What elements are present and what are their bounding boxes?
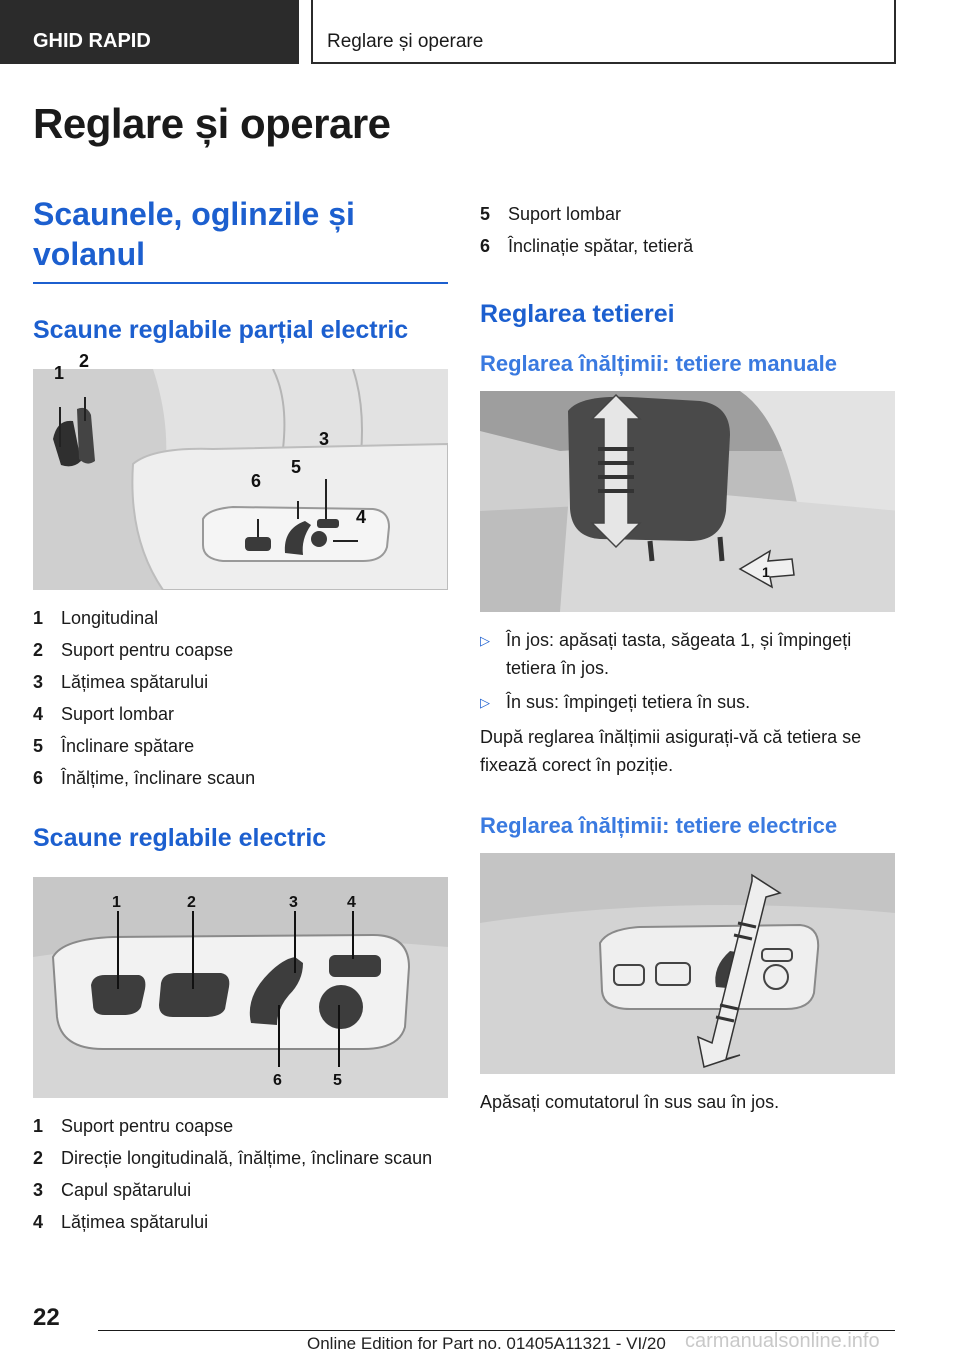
fig1-label-1: 1	[54, 363, 65, 383]
legend-item	[33, 764, 448, 792]
header-chapter-tab	[311, 0, 896, 64]
legend-num: 4	[33, 1212, 44, 1232]
legend-item	[33, 732, 448, 760]
triangle-bullet-icon: ▷	[480, 695, 490, 710]
manual-headrest-note: După reglarea înălțimii asigurați-vă că tetiera se fixează corect în poziție.	[480, 727, 862, 775]
manual-headrest-title: Reglarea înălțimii: tetiere manuale	[480, 351, 838, 376]
legend-num: 6	[33, 768, 44, 788]
fig2-label-3: 3	[289, 894, 298, 911]
legend-num: 1	[33, 1116, 44, 1136]
legend-item	[480, 200, 895, 228]
electric-headrest-figure	[480, 853, 895, 1074]
legend-item	[480, 232, 895, 260]
header-chapter-label: Reglare și operare	[327, 31, 484, 52]
legend-item	[33, 604, 448, 632]
right-column	[480, 200, 895, 1116]
legend-num: 5	[33, 736, 44, 756]
legend-text: Suport lombar	[61, 704, 175, 724]
header-section-label: GHID RAPID	[33, 30, 151, 52]
electric-seat-legend-continued	[480, 200, 895, 260]
electric-seat-legend	[33, 1112, 448, 1236]
page-number: 22	[33, 1304, 60, 1331]
legend-item	[33, 636, 448, 664]
legend-item	[33, 1176, 448, 1204]
fig2-label-5: 5	[333, 1072, 342, 1089]
fig1-label-3: 3	[319, 429, 330, 449]
legend-text: Înălțime, înclinare scaun	[61, 768, 256, 788]
legend-num: 2	[33, 640, 44, 660]
bullet-item	[480, 688, 895, 717]
fig2-label-2: 2	[187, 894, 196, 911]
fig2-label-1: 1	[112, 894, 121, 911]
bullet-item	[480, 626, 895, 682]
manual-headrest-figure	[480, 391, 895, 612]
partial-electric-title: Scaune reglabile parțial electric	[33, 316, 409, 344]
legend-item	[33, 700, 448, 728]
electric-headrest-note: Apăsați comutatorul în sus sau în jos.	[480, 1092, 780, 1112]
legend-item	[33, 1208, 448, 1236]
legend-text: Lățimea spătarului	[61, 1212, 209, 1232]
legend-num: 4	[33, 704, 44, 724]
fig1-label-4: 4	[356, 507, 367, 527]
legend-text: Capul spătarului	[61, 1180, 192, 1200]
legend-num: 3	[33, 672, 44, 692]
bullet-text: În sus: împingeți tetiera în sus.	[506, 692, 751, 712]
manual-headrest-illustration	[480, 391, 895, 612]
legend-item	[33, 668, 448, 696]
legend-text: Suport pentru coapse	[61, 640, 234, 660]
fig1-label-5: 5	[291, 457, 302, 477]
manual-headrest-steps	[480, 626, 895, 717]
fig1-label-2: 2	[79, 351, 90, 371]
fig1-labels	[33, 343, 448, 564]
footer-watermark: carmanualsonline.info	[685, 1330, 880, 1352]
legend-num: 1	[33, 608, 44, 628]
electric-seat-controls-illustration	[33, 877, 448, 1098]
electric-seat-title: Scaune reglabile electric	[33, 824, 327, 852]
legend-text: Suport pentru coapse	[61, 1116, 234, 1136]
bullet-text: În jos: apăsați tasta, săgeata 1, și împingeți tetiera în jos.	[506, 630, 852, 678]
legend-num: 3	[33, 1180, 44, 1200]
triangle-bullet-icon: ▷	[480, 633, 490, 648]
fig2-label-6: 6	[273, 1072, 282, 1089]
electric-headrest-illustration	[480, 853, 895, 1074]
partial-electric-legend	[33, 604, 448, 792]
electric-seat-figure	[33, 877, 448, 1098]
legend-text: Înclinație spătar, tetieră	[508, 236, 694, 256]
legend-num: 5	[480, 204, 491, 224]
legend-num: 6	[480, 236, 491, 256]
legend-text: Suport lombar	[508, 204, 622, 224]
page-title: Reglare și operare	[33, 100, 391, 147]
legend-text: Direcție longitudinală, înălțime, înclinare scaun	[61, 1148, 433, 1168]
fig3-label-1: 1	[762, 564, 770, 580]
footer-edition: Online Edition for Part no. 01405A11321 - VI/20	[307, 1334, 666, 1353]
fig1-label-6: 6	[251, 471, 262, 491]
fig2-label-4: 4	[347, 894, 356, 911]
legend-text: Înclinare spătare	[61, 736, 195, 756]
electric-headrest-title: Reglarea înălțimii: tetiere electrice	[480, 813, 838, 838]
legend-num: 2	[33, 1148, 44, 1168]
legend-item	[33, 1144, 448, 1172]
legend-text: Lățimea spătarului	[61, 672, 209, 692]
header-section-tab	[0, 0, 299, 64]
section-title: Scaunele, oglinzile și volanul	[33, 194, 448, 284]
headrest-title: Reglarea tetierei	[480, 300, 675, 328]
legend-item	[33, 1112, 448, 1140]
legend-text: Longitudinal	[61, 608, 159, 628]
